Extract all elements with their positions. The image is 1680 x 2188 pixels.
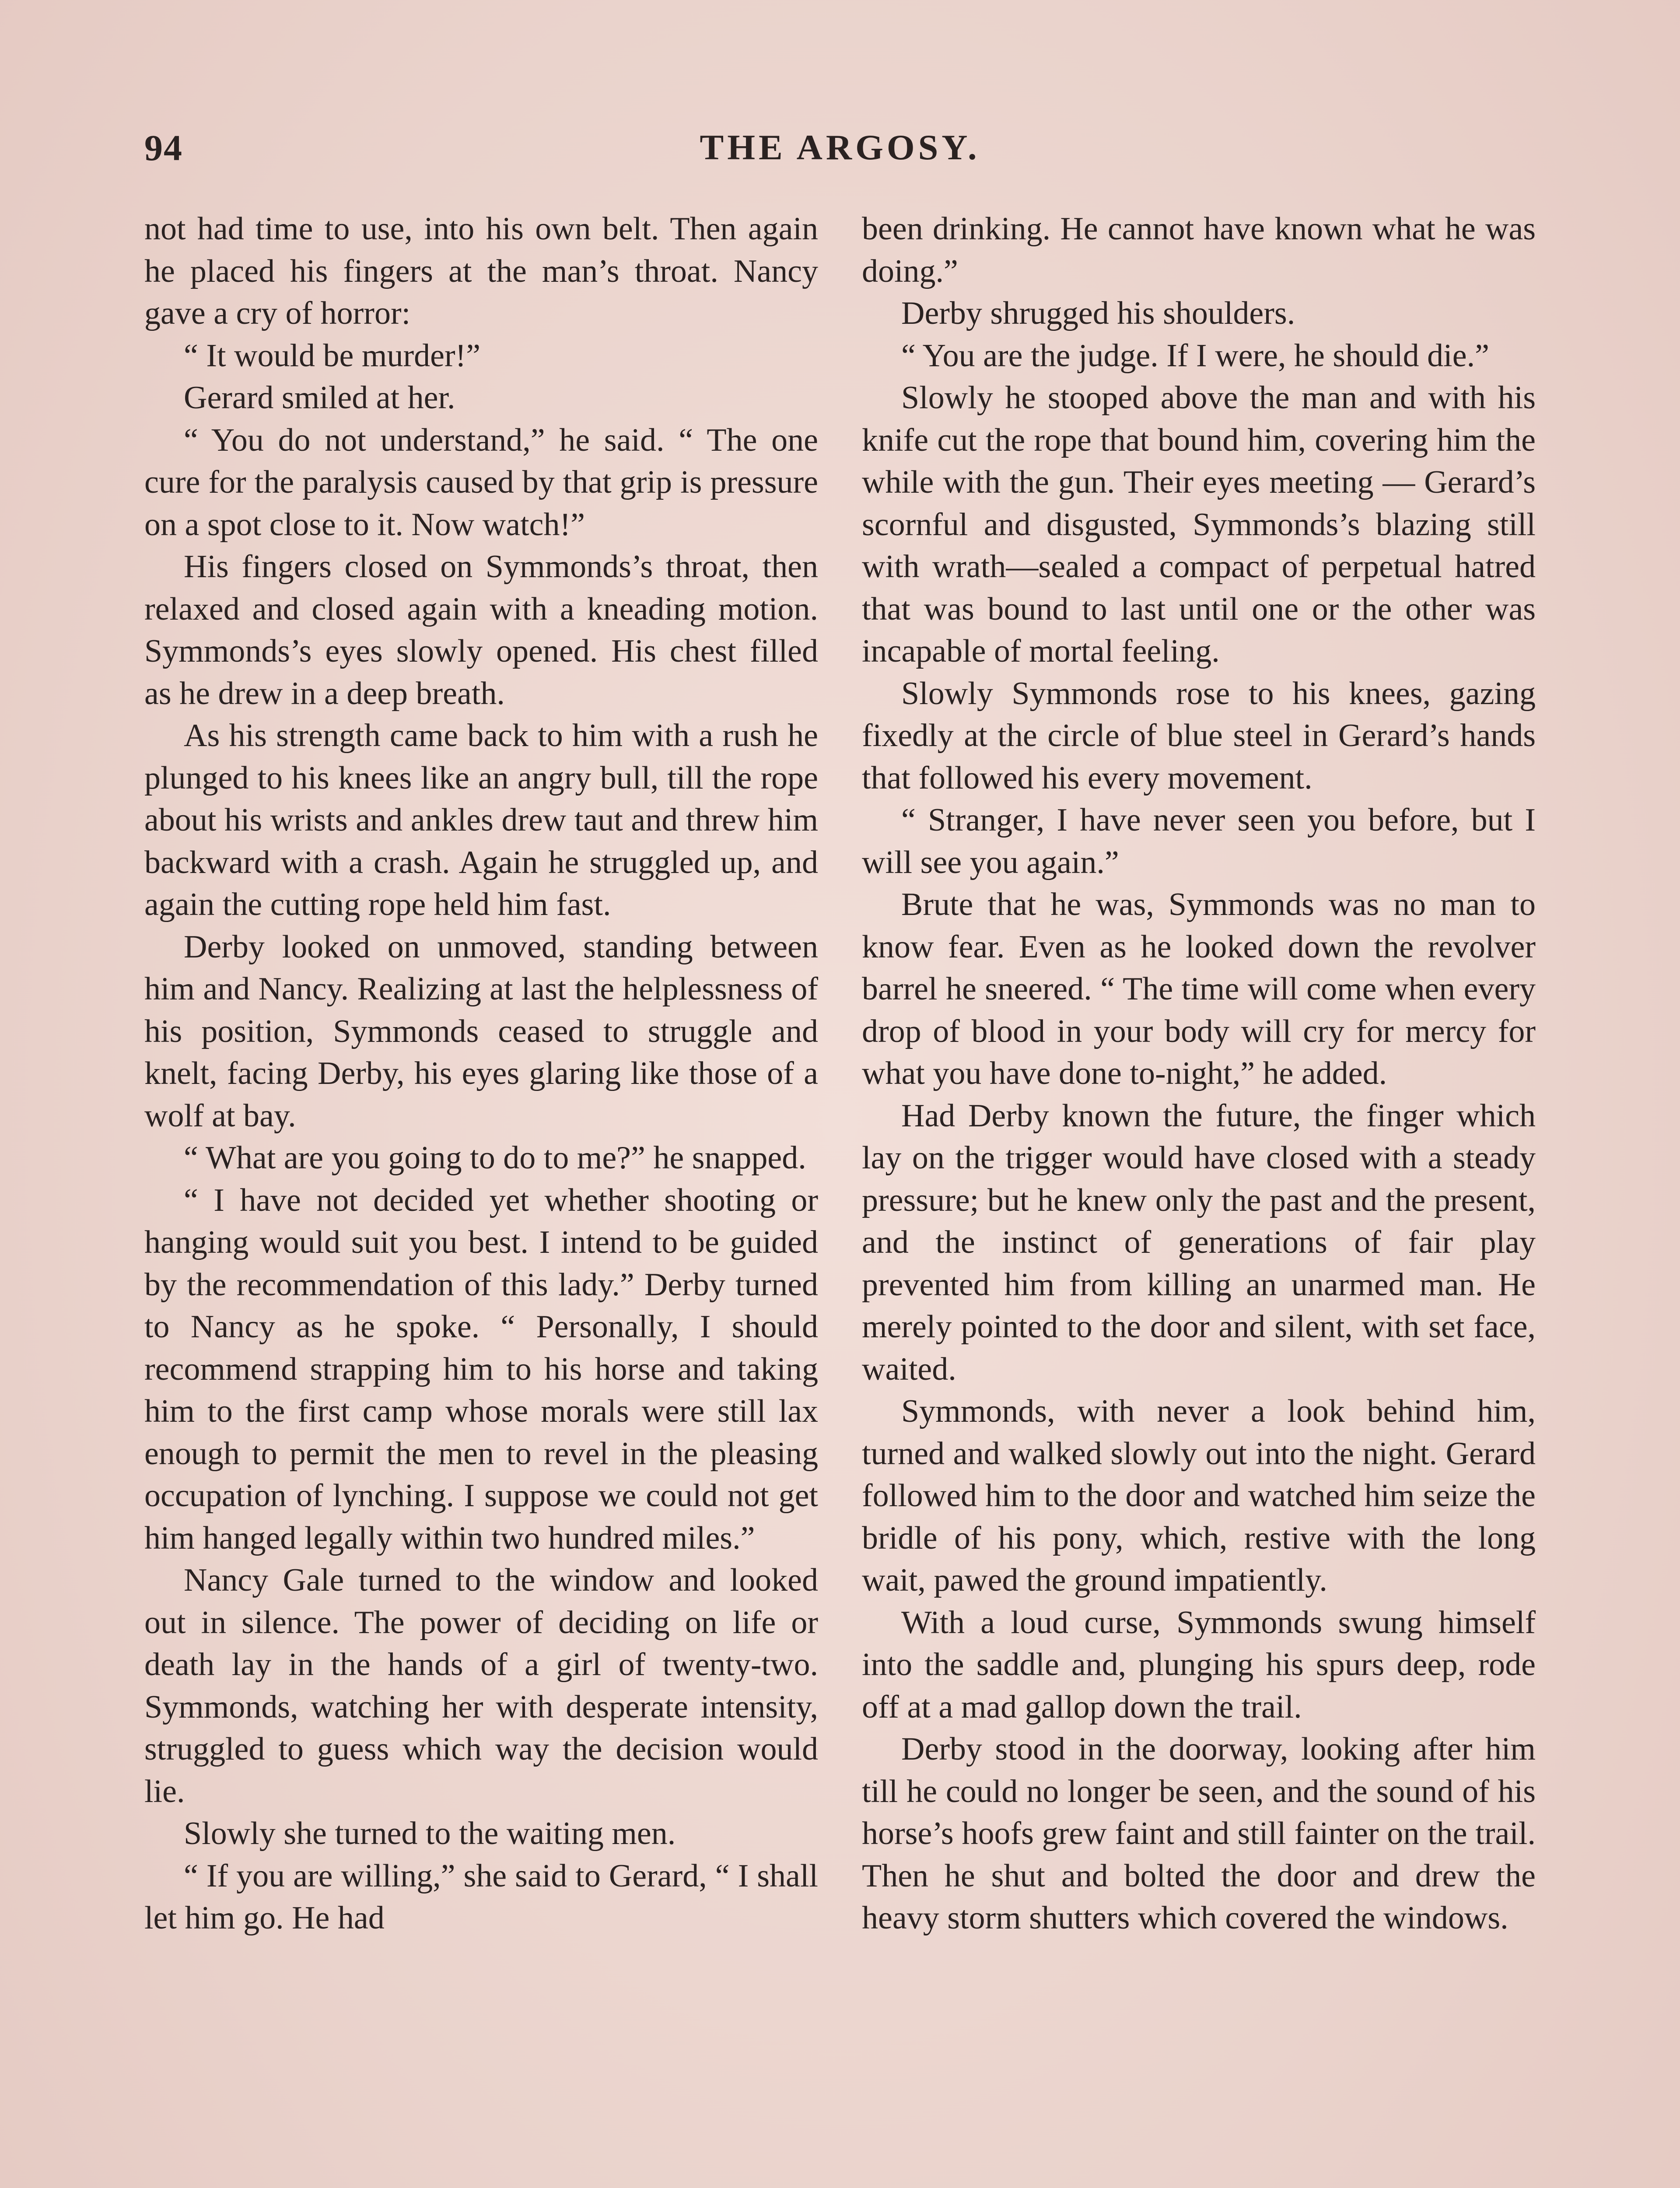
paragraph: not had time to use, into his own belt. Then again he placed his fingers at the man’s throat. Nancy gave a cry of horror: <box>144 211 818 331</box>
running-title: THE ARGOSY. <box>700 127 980 167</box>
right-column <box>862 208 1536 1939</box>
paragraph: been drinking. He cannot have known what he was doing.” <box>862 211 1536 289</box>
page-number: 94 <box>144 128 183 168</box>
text-columns <box>144 208 1536 2188</box>
paragraph: As his strength came back to him with a rush he plunged to his knees like an angry bull, till the rope about his wrists and ankles drew taut and threw him backward with a crash. Again he struggled up, and again the cutting rope held him fast. <box>144 718 818 922</box>
paragraph: Derby stood in the doorway, looking after him till he could no longer be seen, and the sound of his horse’s hoofs grew faint and still fainter on the trail. Then he shut and bolted the door and drew the heavy storm shutters which covered the windows. <box>862 1731 1536 1936</box>
paragraph: “ If you are willing,” she said to Gerard, “ I shall let him go. He had <box>144 1858 818 1936</box>
paragraph: Slowly she turned to the waiting men. <box>184 1816 676 1851</box>
left-column <box>144 208 818 1939</box>
paragraph: Derby looked on unmoved, standing between him and Nancy. Realizing at last the helplessness of his position, Symmonds ceased to struggle and knelt, facing Derby, his eyes glaring like those of a wolf at bay. <box>144 929 818 1134</box>
paragraph: Symmonds, with never a look behind him, turned and walked slowly out into the night. Gerard followed him to the door and watched him seize the bridle of his pony, which, restive with the long wait, pawed the ground impatiently. <box>862 1393 1536 1598</box>
paragraph: “ Stranger, I have never seen you before, but I will see you again.” <box>862 802 1536 880</box>
paragraph: “ You do not understand,” he said. “ The one cure for the paralysis caused by that grip is pressure on a spot close to it. Now watch!” <box>144 422 818 543</box>
paragraph: His fingers closed on Symmonds’s throat, then relaxed and closed again with a kneading motion. Symmonds’s eyes slowly opened. His chest filled as he drew in a deep breath. <box>144 549 818 712</box>
paragraph: Derby shrugged his shoulders. <box>901 295 1295 331</box>
paragraph: “ It would be murder!” <box>184 337 481 374</box>
paragraph: “ You are the judge. If I were, he should die.” <box>901 337 1489 374</box>
paragraph: Slowly Symmonds rose to his knees, gazing fixedly at the circle of blue steel in Gerard’s hands that followed his every movement. <box>862 675 1536 796</box>
paragraph: With a loud curse, Symmonds swung himself into the saddle and, plunging his spurs deep, rode off at a mad gallop down the trail. <box>862 1604 1536 1725</box>
paragraph: “ I have not decided yet whether shooting or hanging would suit you best. I intend to be guided by the recommendation of this lady.” Derby turned to Nancy as he spoke. “ Personally, I should recommend strapping him to his horse and taking him to the first camp whose morals were still lax enough to permit the men to revel in the pleasing occupation of lynching. I suppose we could not get him hanged legally within two hundred miles.” <box>144 1182 818 1556</box>
paragraph: “ What are you going to do to me?” he snapped. <box>184 1140 806 1176</box>
paragraph: Had Derby known the future, the finger which lay on the trigger would have closed with a steady pressure; but he knew only the past and the present, and the instinct of generations of fair play prevented him from killing an unarmed man. He merely pointed to the door and silent, with set face, waited. <box>862 1098 1536 1387</box>
paragraph: Brute that he was, Symmonds was no man to know fear. Even as he looked down the revolver barrel he sneered. “ The time will come when every drop of blood in your body will cry for mercy for what you have done to-night,” he added. <box>862 887 1536 1091</box>
paragraph: Gerard smiled at her. <box>184 380 455 416</box>
page-header <box>144 127 1536 175</box>
paragraph: Slowly he stooped above the man and with his knife cut the rope that bound him, covering him the while with the gun. Their eyes meeting — Gerard’s scornful and disgusted, Symmonds’s blazing still with wrath—sealed a compact of perpetual hatred that was bound to last until one or the other was incapable of mortal feeling. <box>862 380 1536 669</box>
paragraph: Nancy Gale turned to the window and looked out in silence. The power of deciding on life or death lay in the hands of a girl of twenty-two. Symmonds, watching her with desperate intensity, struggled to guess which way the decision would lie. <box>144 1562 818 1809</box>
